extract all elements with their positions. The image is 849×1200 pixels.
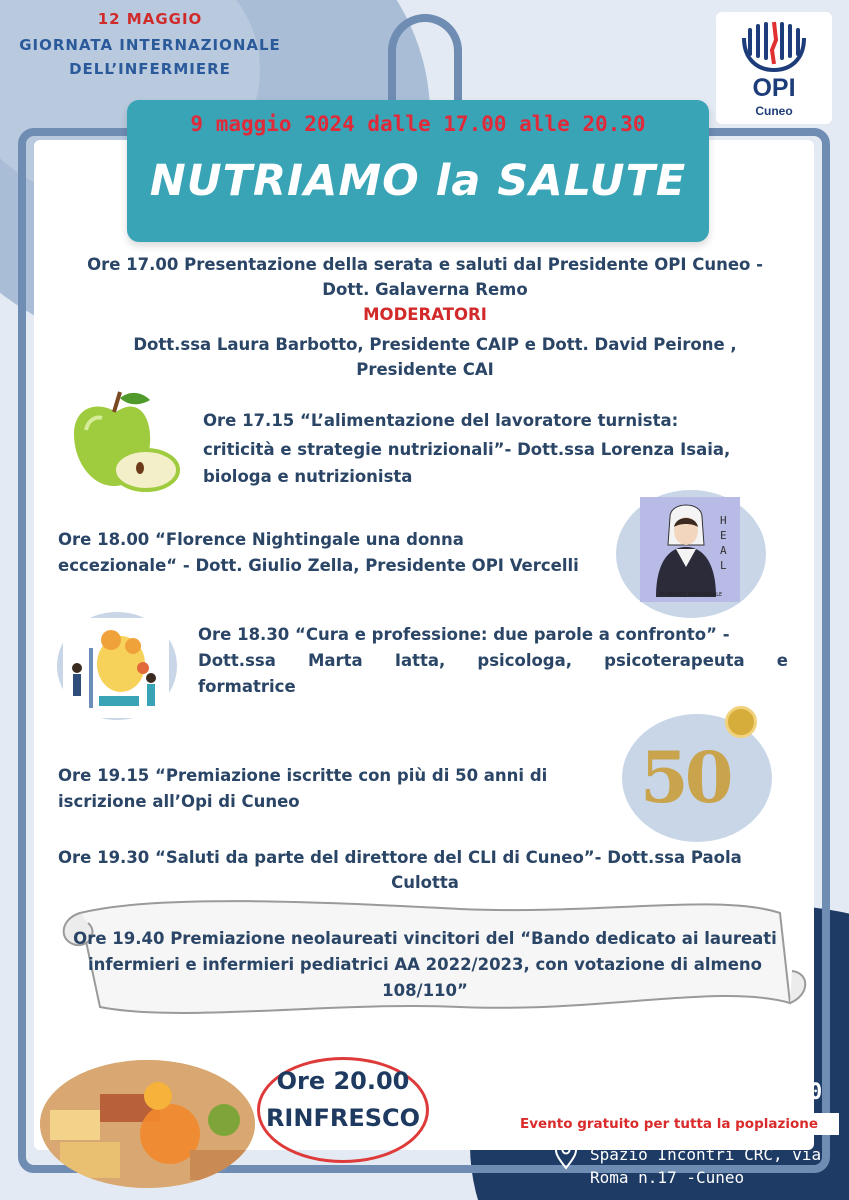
heal-letter-l: L <box>720 559 727 572</box>
item-1715-line-1: Ore 17.15 “L’alimentazione del lavoratore turnista: <box>203 411 679 430</box>
clock-icon <box>588 1080 612 1104</box>
item-1715-line-2: criticità e strategie nutrizionali”- Dott.ssa Lorenza Isaia, <box>203 440 731 459</box>
item-1830-line-3: formatrice <box>198 677 296 696</box>
heal-letter-a: A <box>720 544 727 557</box>
item-1800-line-2: eccezionale“ - Dott. Giulio Zella, Presidente OPI Vercelli <box>58 556 579 575</box>
opi-logo <box>716 12 832 124</box>
logo-name: OPI <box>752 74 796 102</box>
psychology-image <box>63 618 169 718</box>
location-pin-icon <box>554 1140 578 1170</box>
item-1940-line-3: 108/110” <box>382 981 468 1000</box>
refreshment-time: Ore 20.00 <box>276 1067 410 1095</box>
free-event-note: Evento gratuito per tutta la poplazione <box>499 1113 839 1135</box>
event-place-line-2: Roma n.17 -Cuneo <box>590 1168 745 1187</box>
heal-letter-h: H <box>720 514 727 527</box>
apple-image <box>56 390 182 496</box>
item-1830-line-1: Ore 18.30 “Cura e professione: due parole a confronto” - <box>198 625 730 644</box>
intro-line-2: Dott. Galaverna Remo <box>322 280 528 299</box>
header-line-1: GIORNATA INTERNAZIONALE <box>19 36 281 54</box>
item-1940-line-2: infermieri e infermieri pediatrici AA 2022/2023, con votazione di almeno <box>87 955 762 974</box>
event-place-line-1: Spazio Incontri CRC, via <box>590 1145 822 1164</box>
moderators-line-1: Dott.ssa Laura Barbotto, Presidente CAIP e Dott. David Peirone , <box>133 335 737 354</box>
header-line-2: DELL’INFERMIERE <box>69 60 231 78</box>
moderators-line-2: Presidente CAI <box>356 360 494 379</box>
item-1715-line-3: biologa e nutrizionista <box>203 467 413 486</box>
item-1830-line-2: Dott.ssa Marta Iatta, psicologa, psicoterapeuta e <box>198 651 788 670</box>
item-1915-line-2: iscrizione all’Opi di Cuneo <box>58 792 300 811</box>
fifty-years-number: 50 <box>640 736 730 819</box>
item-1800-line-1: Ore 18.00 “Florence Nightingale una donna <box>58 530 464 549</box>
clipboard-hook <box>388 14 462 110</box>
event-time: 17.00 - 20.30 <box>650 1080 823 1105</box>
title-banner <box>127 100 709 242</box>
item-1940-line-1: Ore 19.40 Premiazione neolaureati vincitori del “Bando dedicato ai laureati <box>73 929 777 948</box>
banner-date-time: 9 maggio 2024 dalle 17.00 alle 20.30 <box>190 112 646 136</box>
medal-icon <box>725 706 757 738</box>
item-1915-line-1: Ore 19.15 “Premiazione iscritte con più di 50 anni di <box>58 766 548 785</box>
item-1930-line-1: Ore 19.30 “Saluti da parte del direttore del CLI di Cuneo”- Dott.ssa Paola <box>58 848 742 867</box>
intro-line-1: Ore 17.00 Presentazione della serata e saluti dal Presidente OPI Cuneo - <box>87 255 763 274</box>
event-title: NUTRIAMO la SALUTE <box>149 156 687 206</box>
opi-hands-icon <box>738 20 810 74</box>
refreshment-label: RINFRESCO <box>265 1104 421 1132</box>
florence-caption: FLORENCE NIGHTINGALE <box>659 592 723 598</box>
heal-letter-e: E <box>720 529 727 542</box>
calendar-icon <box>588 1046 612 1070</box>
moderators-label: MODERATORI <box>363 305 487 324</box>
item-1930-line-2: Culotta <box>391 873 459 892</box>
logo-city: Cuneo <box>755 104 793 118</box>
aperitif-food-image <box>40 1060 255 1188</box>
florence-nightingale-image <box>640 497 740 602</box>
header-date: 12 MAGGIO <box>97 10 203 28</box>
event-date: 9 maggio 2024 <box>628 1044 801 1069</box>
